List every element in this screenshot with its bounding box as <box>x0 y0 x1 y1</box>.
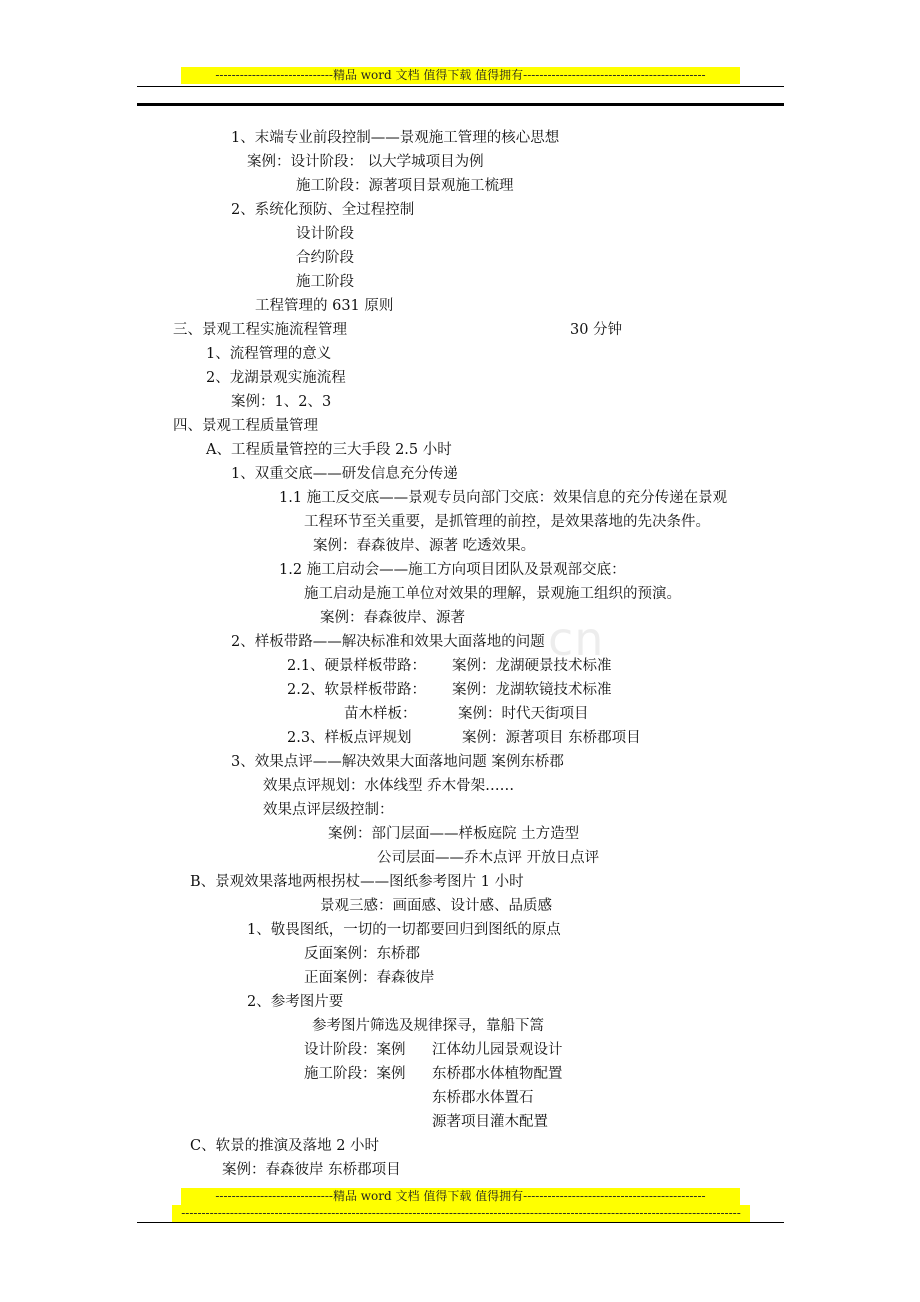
text-line: 2、参考图片要 <box>247 994 344 1010</box>
text-line: 1.1 施工反交底——景观专员向部门交底：效果信息的充分传递在景观 <box>279 490 728 506</box>
case-label: 案例：龙湖软镜技术标准 <box>452 682 612 698</box>
text-line: 1、敬畏图纸，一切的一切都要回归到图纸的原点 <box>247 922 561 938</box>
header-banner: -----------------------------精品 word 文档 值得下载 值得拥有--------------------------------------------- <box>181 67 740 84</box>
text-line: 案例：春森彼岸 东桥郡项目 <box>222 1162 401 1178</box>
text-line: 反面案例：东桥郡 <box>304 946 420 962</box>
text-line: 案例：春森彼岸、源著 <box>320 610 465 626</box>
section-heading: 四、景观工程质量管理 <box>173 418 318 434</box>
footer-rule <box>137 1222 784 1223</box>
header-rule-thin <box>137 86 784 87</box>
text-line: 案例：设计阶段： 以大学城项目为例 <box>247 154 484 170</box>
text-line: 案例：春森彼岸、源著 吃透效果。 <box>313 538 536 554</box>
text-line: 效果点评层级控制： <box>263 802 394 818</box>
text-line: 公司层面——乔木点评 开放日点评 <box>377 850 600 866</box>
text-line: 1、末端专业前段控制——景观施工管理的核心思想 <box>231 130 560 146</box>
case-label: 江体幼儿园景观设计 <box>432 1042 563 1058</box>
text-line: 2、样板带路——解决标准和效果大面落地的问题 <box>231 634 545 650</box>
text-line: 3、效果点评——解决效果大面落地问题 案例东桥郡 <box>231 754 564 770</box>
section-heading: C、软景的推演及落地 2 小时 <box>190 1138 380 1154</box>
watermark: cn <box>548 612 605 666</box>
text-line: 2、龙湖景观实施流程 <box>206 370 346 386</box>
footer-dashes: ------------------------------------------------------------------------------------------------------------------------------------------ <box>172 1205 750 1222</box>
case-label: 案例：时代天街项目 <box>458 706 589 722</box>
text-line: 效果点评规划：水体线型 乔木骨架…… <box>263 778 515 794</box>
section-heading: 三、景观工程实施流程管理 <box>173 322 347 338</box>
text-line: 施工启动是施工单位对效果的理解，景观施工组织的预演。 <box>304 586 681 602</box>
text-line: 设计阶段：案例 <box>304 1042 406 1058</box>
text-line: 景观三感：画面感、设计感、品质感 <box>320 898 552 914</box>
case-label: 东桥郡水体置石 <box>432 1090 534 1106</box>
text-line: A、工程质量管控的三大手段 2.5 小时 <box>206 442 452 458</box>
text-line: 设计阶段 <box>296 226 354 242</box>
text-line: 施工阶段 <box>296 274 354 290</box>
case-label: 案例：源著项目 东桥郡项目 <box>462 730 641 746</box>
text-line: 案例：部门层面——样板庭院 土方造型 <box>328 826 580 842</box>
text-line: 参考图片筛选及规律探寻，靠船下篙 <box>312 1018 544 1034</box>
text-line: 1、双重交底——研发信息充分传递 <box>231 466 458 482</box>
text-line: 施工阶段：案例 <box>304 1066 406 1082</box>
text-line: 1.2 施工启动会——施工方向项目团队及景观部交底： <box>279 562 626 578</box>
case-label: 源著项目灌木配置 <box>432 1114 548 1130</box>
text-line: 苗木样板： <box>344 706 417 722</box>
text-line: 工程管理的 631 原则 <box>255 298 394 314</box>
section-heading: B、景观效果落地两根拐杖——图纸参考图片 1 小时 <box>190 874 524 890</box>
text-line: 施工阶段：源著项目景观施工梳理 <box>296 178 514 194</box>
header-rule-thick <box>137 103 784 106</box>
text-line: 合约阶段 <box>296 250 354 266</box>
text-line: 案例：1、2、3 <box>231 394 332 410</box>
text-line: 工程环节至关重要，是抓管理的前控，是效果落地的先决条件。 <box>304 514 710 530</box>
case-label: 案例：龙湖硬景技术标准 <box>452 658 612 674</box>
footer-banner: -----------------------------精品 word 文档 值得下载 值得拥有--------------------------------------------- <box>181 1188 740 1205</box>
text-line: 2.3、样板点评规划 <box>287 730 412 746</box>
duration-label: 30 分钟 <box>570 322 623 338</box>
case-label: 东桥郡水体植物配置 <box>432 1066 563 1082</box>
text-line: 2.2、软景样板带路： <box>287 682 427 698</box>
text-line: 2.1、硬景样板带路： <box>287 658 427 674</box>
text-line: 1、流程管理的意义 <box>206 346 332 362</box>
text-line: 2、系统化预防、全过程控制 <box>231 202 415 218</box>
text-line: 正面案例：春森彼岸 <box>304 970 435 986</box>
